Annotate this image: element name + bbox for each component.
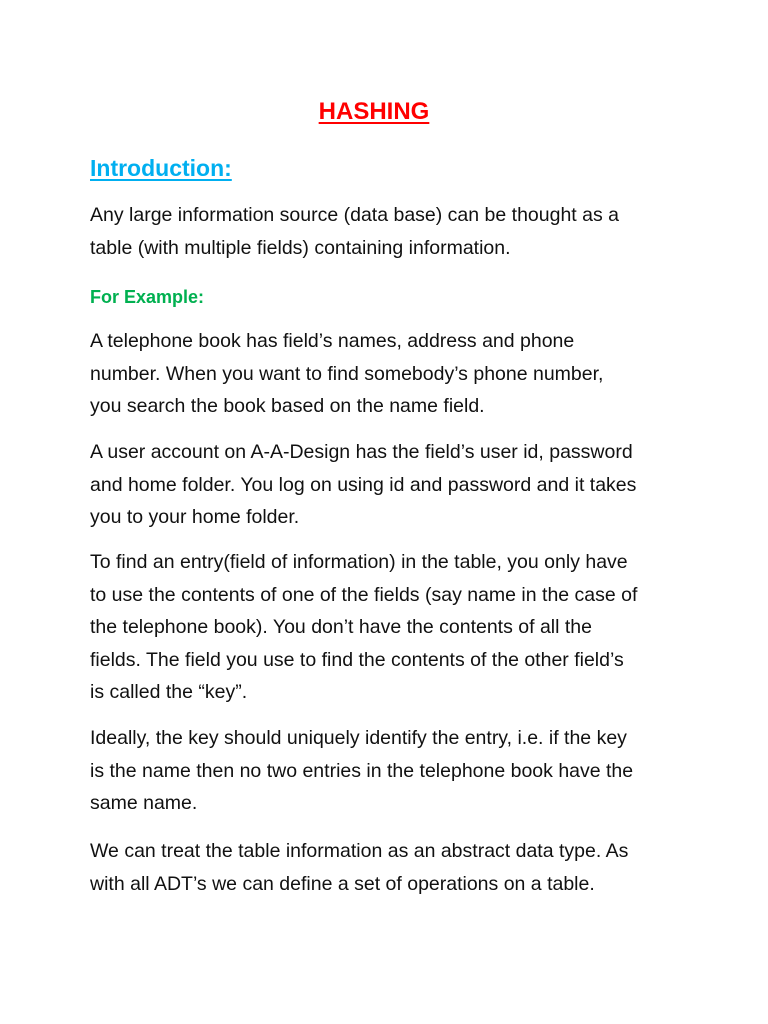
paragraph-telephone-book: A telephone book has field’s names, address and phone number. When you want to find somebody’s phone number, you search the book based on the name field.: [90, 330, 604, 417]
paragraph-unique-key: Ideally, the key should uniquely identify the entry, i.e. if the key is the name then no two entries in the telephone book have the same name.: [90, 727, 634, 814]
example-label: For Example:: [90, 287, 205, 307]
document-title: HASHING: [318, 98, 430, 125]
paragraph-adt: We can treat the table information as an abstract data type. As with all ADT’s we can define a set of operations on a table.: [90, 840, 629, 895]
paragraph-user-account: A user account on A-A-Design has the field’s user id, password and home folder. You log on using id and password and it takes you to your home folder.: [90, 441, 637, 528]
paragraph-intro: Any large information source (data base) can be thought as a table (with multiple fields) containing information.: [90, 204, 619, 259]
paragraph-find-entry: To find an entry(field of information) in the table, you only have to use the contents of one of the fields (say name in the case of the telephone book). You don’t have the contents of all the fields. The field you use to find the contents of the other field’s is called the “key”.: [90, 551, 638, 703]
section-heading: Introduction:: [90, 155, 232, 181]
